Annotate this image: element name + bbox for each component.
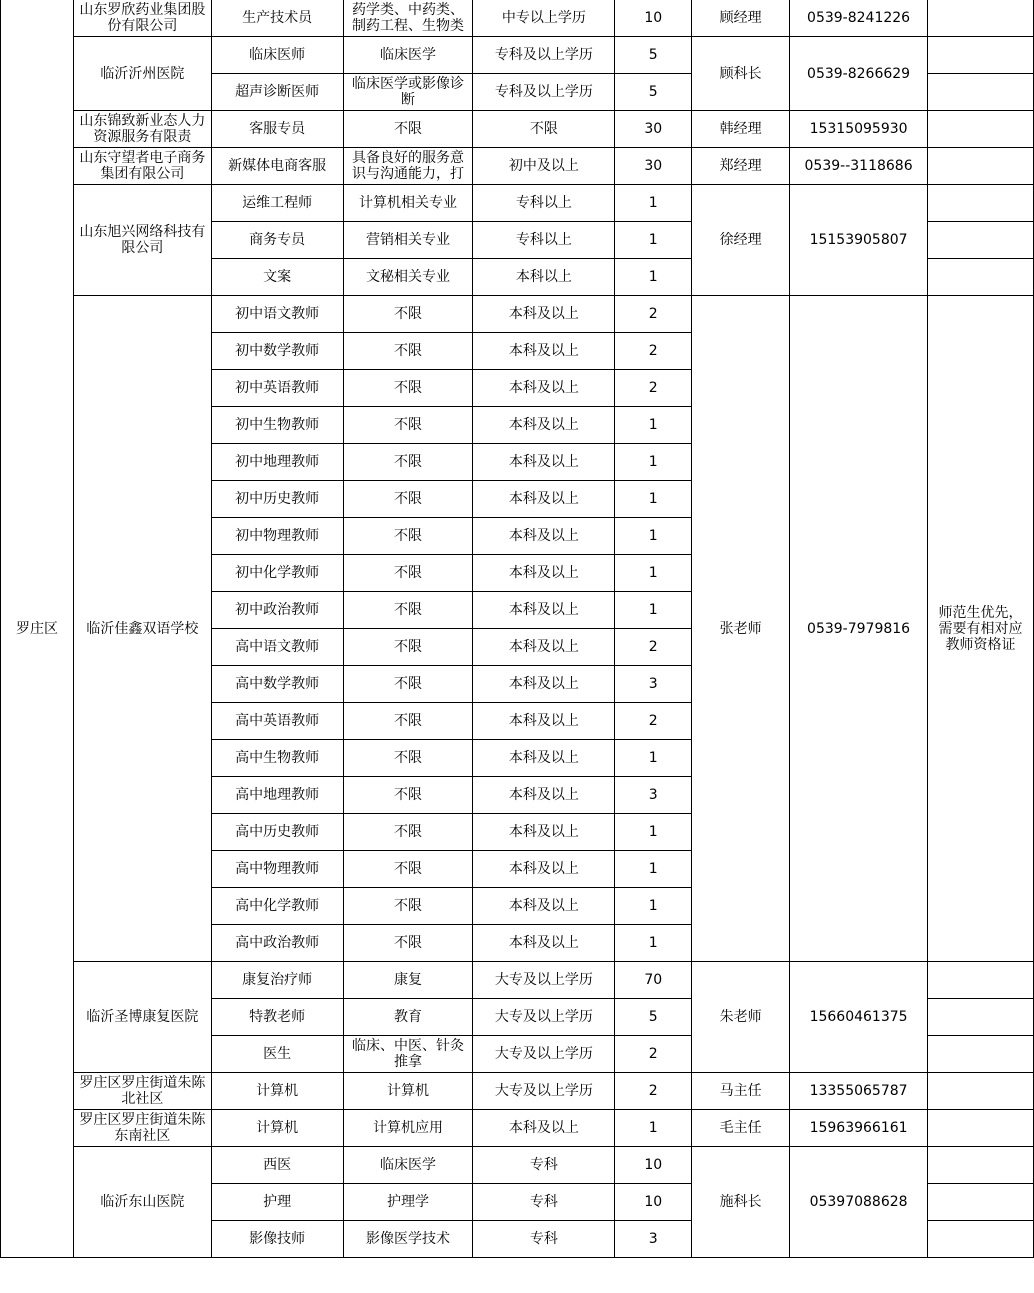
job-count: 1 xyxy=(615,222,692,259)
job-major: 不限 xyxy=(343,703,473,740)
job-education: 专科 xyxy=(473,1221,615,1258)
job-education: 大专及以上学历 xyxy=(473,1073,615,1110)
remark-cell xyxy=(928,1036,1034,1073)
job-count: 1 xyxy=(615,888,692,925)
table-row xyxy=(1,37,1034,74)
job-major: 护理学 xyxy=(343,1184,473,1221)
remark-cell xyxy=(928,1147,1034,1184)
table-row xyxy=(1,296,1034,333)
job-education: 本科及以上 xyxy=(473,777,615,814)
contact-person: 施科长 xyxy=(692,1147,790,1258)
job-title: 临床医师 xyxy=(211,37,343,74)
contact-person: 顾科长 xyxy=(692,37,790,111)
remark-cell xyxy=(928,962,1034,999)
table-row xyxy=(1,1147,1034,1184)
company-name: 山东旭兴网络科技有限公司 xyxy=(73,185,211,296)
remark-cell xyxy=(928,999,1034,1036)
remark-cell xyxy=(928,259,1034,296)
job-major: 具备良好的服务意识与沟通能力，打 xyxy=(343,148,473,185)
remark-cell xyxy=(928,1110,1034,1147)
contact-phone: 15963966161 xyxy=(790,1110,928,1147)
job-education: 本科及以上 xyxy=(473,703,615,740)
job-education: 本科及以上 xyxy=(473,666,615,703)
job-major: 不限 xyxy=(343,666,473,703)
job-title: 医生 xyxy=(211,1036,343,1073)
contact-person: 郑经理 xyxy=(692,148,790,185)
job-title: 高中政治教师 xyxy=(211,925,343,962)
contact-person: 顾经理 xyxy=(692,0,790,37)
company-name: 临沂沂州医院 xyxy=(73,37,211,111)
job-title: 初中化学教师 xyxy=(211,555,343,592)
job-count: 1 xyxy=(615,259,692,296)
job-title: 初中语文教师 xyxy=(211,296,343,333)
contact-phone: 15153905807 xyxy=(790,185,928,296)
job-count: 1 xyxy=(615,518,692,555)
job-count: 5 xyxy=(615,74,692,111)
job-major: 不限 xyxy=(343,518,473,555)
job-title: 高中地理教师 xyxy=(211,777,343,814)
contact-person: 马主任 xyxy=(692,1073,790,1110)
job-major: 影像医学技术 xyxy=(343,1221,473,1258)
company-name: 临沂东山医院 xyxy=(73,1147,211,1258)
job-major: 不限 xyxy=(343,296,473,333)
job-major: 不限 xyxy=(343,629,473,666)
job-major: 计算机 xyxy=(343,1073,473,1110)
company-name: 山东锦致新业态人力资源服务有限责 xyxy=(73,111,211,148)
remark-cell xyxy=(928,222,1034,259)
job-major: 临床、中医、针灸推拿 xyxy=(343,1036,473,1073)
job-education: 本科及以上 xyxy=(473,629,615,666)
job-title: 护理 xyxy=(211,1184,343,1221)
remark-cell xyxy=(928,1221,1034,1258)
company-name: 罗庄区罗庄街道朱陈东南社区 xyxy=(73,1110,211,1147)
remark-cell xyxy=(928,185,1034,222)
contact-phone: 13355065787 xyxy=(790,1073,928,1110)
job-title: 影像技师 xyxy=(211,1221,343,1258)
job-major: 不限 xyxy=(343,814,473,851)
job-education: 本科及以上 xyxy=(473,1110,615,1147)
job-title: 运维工程师 xyxy=(211,185,343,222)
job-major: 不限 xyxy=(343,407,473,444)
job-education: 本科及以上 xyxy=(473,888,615,925)
remark-cell xyxy=(928,1184,1034,1221)
job-title: 初中生物教师 xyxy=(211,407,343,444)
job-education: 大专及以上学历 xyxy=(473,1036,615,1073)
job-major: 不限 xyxy=(343,740,473,777)
job-education: 专科以上 xyxy=(473,185,615,222)
contact-phone: 0539--3118686 xyxy=(790,148,928,185)
job-count: 70 xyxy=(615,962,692,999)
contact-person: 毛主任 xyxy=(692,1110,790,1147)
job-education: 本科及以上 xyxy=(473,814,615,851)
remark-cell xyxy=(928,0,1034,37)
job-education: 专科 xyxy=(473,1147,615,1184)
job-education: 本科及以上 xyxy=(473,333,615,370)
job-education: 本科及以上 xyxy=(473,925,615,962)
job-major: 不限 xyxy=(343,592,473,629)
job-count: 10 xyxy=(615,0,692,37)
job-major: 计算机相关专业 xyxy=(343,185,473,222)
job-major: 文秘相关专业 xyxy=(343,259,473,296)
job-count: 2 xyxy=(615,370,692,407)
job-major: 不限 xyxy=(343,370,473,407)
job-table-body xyxy=(1,0,1034,1258)
job-count: 1 xyxy=(615,814,692,851)
job-major: 临床医学 xyxy=(343,37,473,74)
table-row xyxy=(1,185,1034,222)
job-count: 1 xyxy=(615,925,692,962)
job-count: 3 xyxy=(615,666,692,703)
job-count: 2 xyxy=(615,629,692,666)
job-title: 高中英语教师 xyxy=(211,703,343,740)
table-row xyxy=(1,1110,1034,1147)
contact-phone: 15315095930 xyxy=(790,111,928,148)
job-title: 初中英语教师 xyxy=(211,370,343,407)
job-title: 初中物理教师 xyxy=(211,518,343,555)
job-title: 计算机 xyxy=(211,1110,343,1147)
job-education: 本科及以上 xyxy=(473,481,615,518)
job-title: 高中历史教师 xyxy=(211,814,343,851)
job-count: 2 xyxy=(615,1073,692,1110)
job-education: 本科及以上 xyxy=(473,370,615,407)
job-count: 5 xyxy=(615,37,692,74)
contact-phone: 0539-8266629 xyxy=(790,37,928,111)
job-education: 本科及以上 xyxy=(473,518,615,555)
job-count: 1 xyxy=(615,555,692,592)
job-major: 康复 xyxy=(343,962,473,999)
job-count: 1 xyxy=(615,407,692,444)
contact-phone: 0539-8241226 xyxy=(790,0,928,37)
remark-cell xyxy=(928,111,1034,148)
job-education: 不限 xyxy=(473,111,615,148)
job-major: 临床医学 xyxy=(343,1147,473,1184)
contact-phone: 0539-7979816 xyxy=(790,296,928,962)
job-title: 生产技术员 xyxy=(211,0,343,37)
job-title: 初中政治教师 xyxy=(211,592,343,629)
job-title: 商务专员 xyxy=(211,222,343,259)
job-title: 初中数学教师 xyxy=(211,333,343,370)
job-title: 高中数学教师 xyxy=(211,666,343,703)
job-title: 高中物理教师 xyxy=(211,851,343,888)
job-count: 2 xyxy=(615,296,692,333)
job-count: 10 xyxy=(615,1147,692,1184)
job-major: 不限 xyxy=(343,851,473,888)
table-row xyxy=(1,1073,1034,1110)
table-row xyxy=(1,148,1034,185)
job-education: 专科以上 xyxy=(473,222,615,259)
job-count: 2 xyxy=(615,333,692,370)
job-title: 康复治疗师 xyxy=(211,962,343,999)
job-major: 不限 xyxy=(343,925,473,962)
job-title: 西医 xyxy=(211,1147,343,1184)
contact-phone: 15660461375 xyxy=(790,962,928,1073)
job-title: 初中历史教师 xyxy=(211,481,343,518)
job-count: 1 xyxy=(615,592,692,629)
job-title: 文案 xyxy=(211,259,343,296)
job-education: 大专及以上学历 xyxy=(473,962,615,999)
job-count: 1 xyxy=(615,444,692,481)
remark-note: 师范生优先，需要有相对应教师资格证 xyxy=(928,296,1034,962)
job-education: 专科及以上学历 xyxy=(473,37,615,74)
job-title: 特教老师 xyxy=(211,999,343,1036)
job-title: 高中化学教师 xyxy=(211,888,343,925)
job-count: 1 xyxy=(615,185,692,222)
job-count: 2 xyxy=(615,1036,692,1073)
job-major: 药学类、中药类、制药工程、生物类 xyxy=(343,0,473,37)
job-count: 5 xyxy=(615,999,692,1036)
job-major: 营销相关专业 xyxy=(343,222,473,259)
contact-person: 徐经理 xyxy=(692,185,790,296)
job-major: 不限 xyxy=(343,111,473,148)
company-name: 山东守望者电子商务集团有限公司 xyxy=(73,148,211,185)
job-major: 不限 xyxy=(343,555,473,592)
contact-phone: 05397088628 xyxy=(790,1147,928,1258)
job-education: 本科以上 xyxy=(473,259,615,296)
remark-cell xyxy=(928,37,1034,74)
job-education: 本科及以上 xyxy=(473,555,615,592)
remark-cell xyxy=(928,74,1034,111)
job-major: 不限 xyxy=(343,481,473,518)
job-count: 1 xyxy=(615,1110,692,1147)
remark-cell xyxy=(928,1073,1034,1110)
job-major: 计算机应用 xyxy=(343,1110,473,1147)
remark-cell xyxy=(928,148,1034,185)
job-major: 临床医学或影像诊断 xyxy=(343,74,473,111)
job-major: 教育 xyxy=(343,999,473,1036)
job-major: 不限 xyxy=(343,333,473,370)
job-education: 本科及以上 xyxy=(473,407,615,444)
job-education: 大专及以上学历 xyxy=(473,999,615,1036)
job-education: 本科及以上 xyxy=(473,851,615,888)
job-education: 本科及以上 xyxy=(473,296,615,333)
company-name: 山东罗欣药业集团股份有限公司 xyxy=(73,0,211,37)
contact-person: 韩经理 xyxy=(692,111,790,148)
job-count: 2 xyxy=(615,703,692,740)
job-major: 不限 xyxy=(343,777,473,814)
job-title: 计算机 xyxy=(211,1073,343,1110)
table-row xyxy=(1,962,1034,999)
table-row xyxy=(1,111,1034,148)
job-count: 3 xyxy=(615,1221,692,1258)
job-major: 不限 xyxy=(343,444,473,481)
job-count: 10 xyxy=(615,1184,692,1221)
job-count: 30 xyxy=(615,111,692,148)
district-cell: 罗庄区 xyxy=(1,0,74,1258)
table-row xyxy=(1,0,1034,37)
contact-person: 张老师 xyxy=(692,296,790,962)
job-title: 高中生物教师 xyxy=(211,740,343,777)
company-name: 临沂佳鑫双语学校 xyxy=(73,296,211,962)
job-count: 1 xyxy=(615,740,692,777)
job-education: 中专以上学历 xyxy=(473,0,615,37)
job-count: 1 xyxy=(615,851,692,888)
job-education: 专科及以上学历 xyxy=(473,74,615,111)
job-title: 初中地理教师 xyxy=(211,444,343,481)
job-education: 本科及以上 xyxy=(473,592,615,629)
job-title: 客服专员 xyxy=(211,111,343,148)
job-education: 本科及以上 xyxy=(473,444,615,481)
job-major: 不限 xyxy=(343,888,473,925)
job-title: 新媒体电商客服 xyxy=(211,148,343,185)
contact-person: 朱老师 xyxy=(692,962,790,1073)
job-education: 专科 xyxy=(473,1184,615,1221)
job-count: 1 xyxy=(615,481,692,518)
job-education: 初中及以上 xyxy=(473,148,615,185)
company-name: 临沂圣博康复医院 xyxy=(73,962,211,1073)
company-name: 罗庄区罗庄街道朱陈北社区 xyxy=(73,1073,211,1110)
job-title: 超声诊断医师 xyxy=(211,74,343,111)
job-education: 本科及以上 xyxy=(473,740,615,777)
job-title: 高中语文教师 xyxy=(211,629,343,666)
job-count: 3 xyxy=(615,777,692,814)
job-count: 30 xyxy=(615,148,692,185)
